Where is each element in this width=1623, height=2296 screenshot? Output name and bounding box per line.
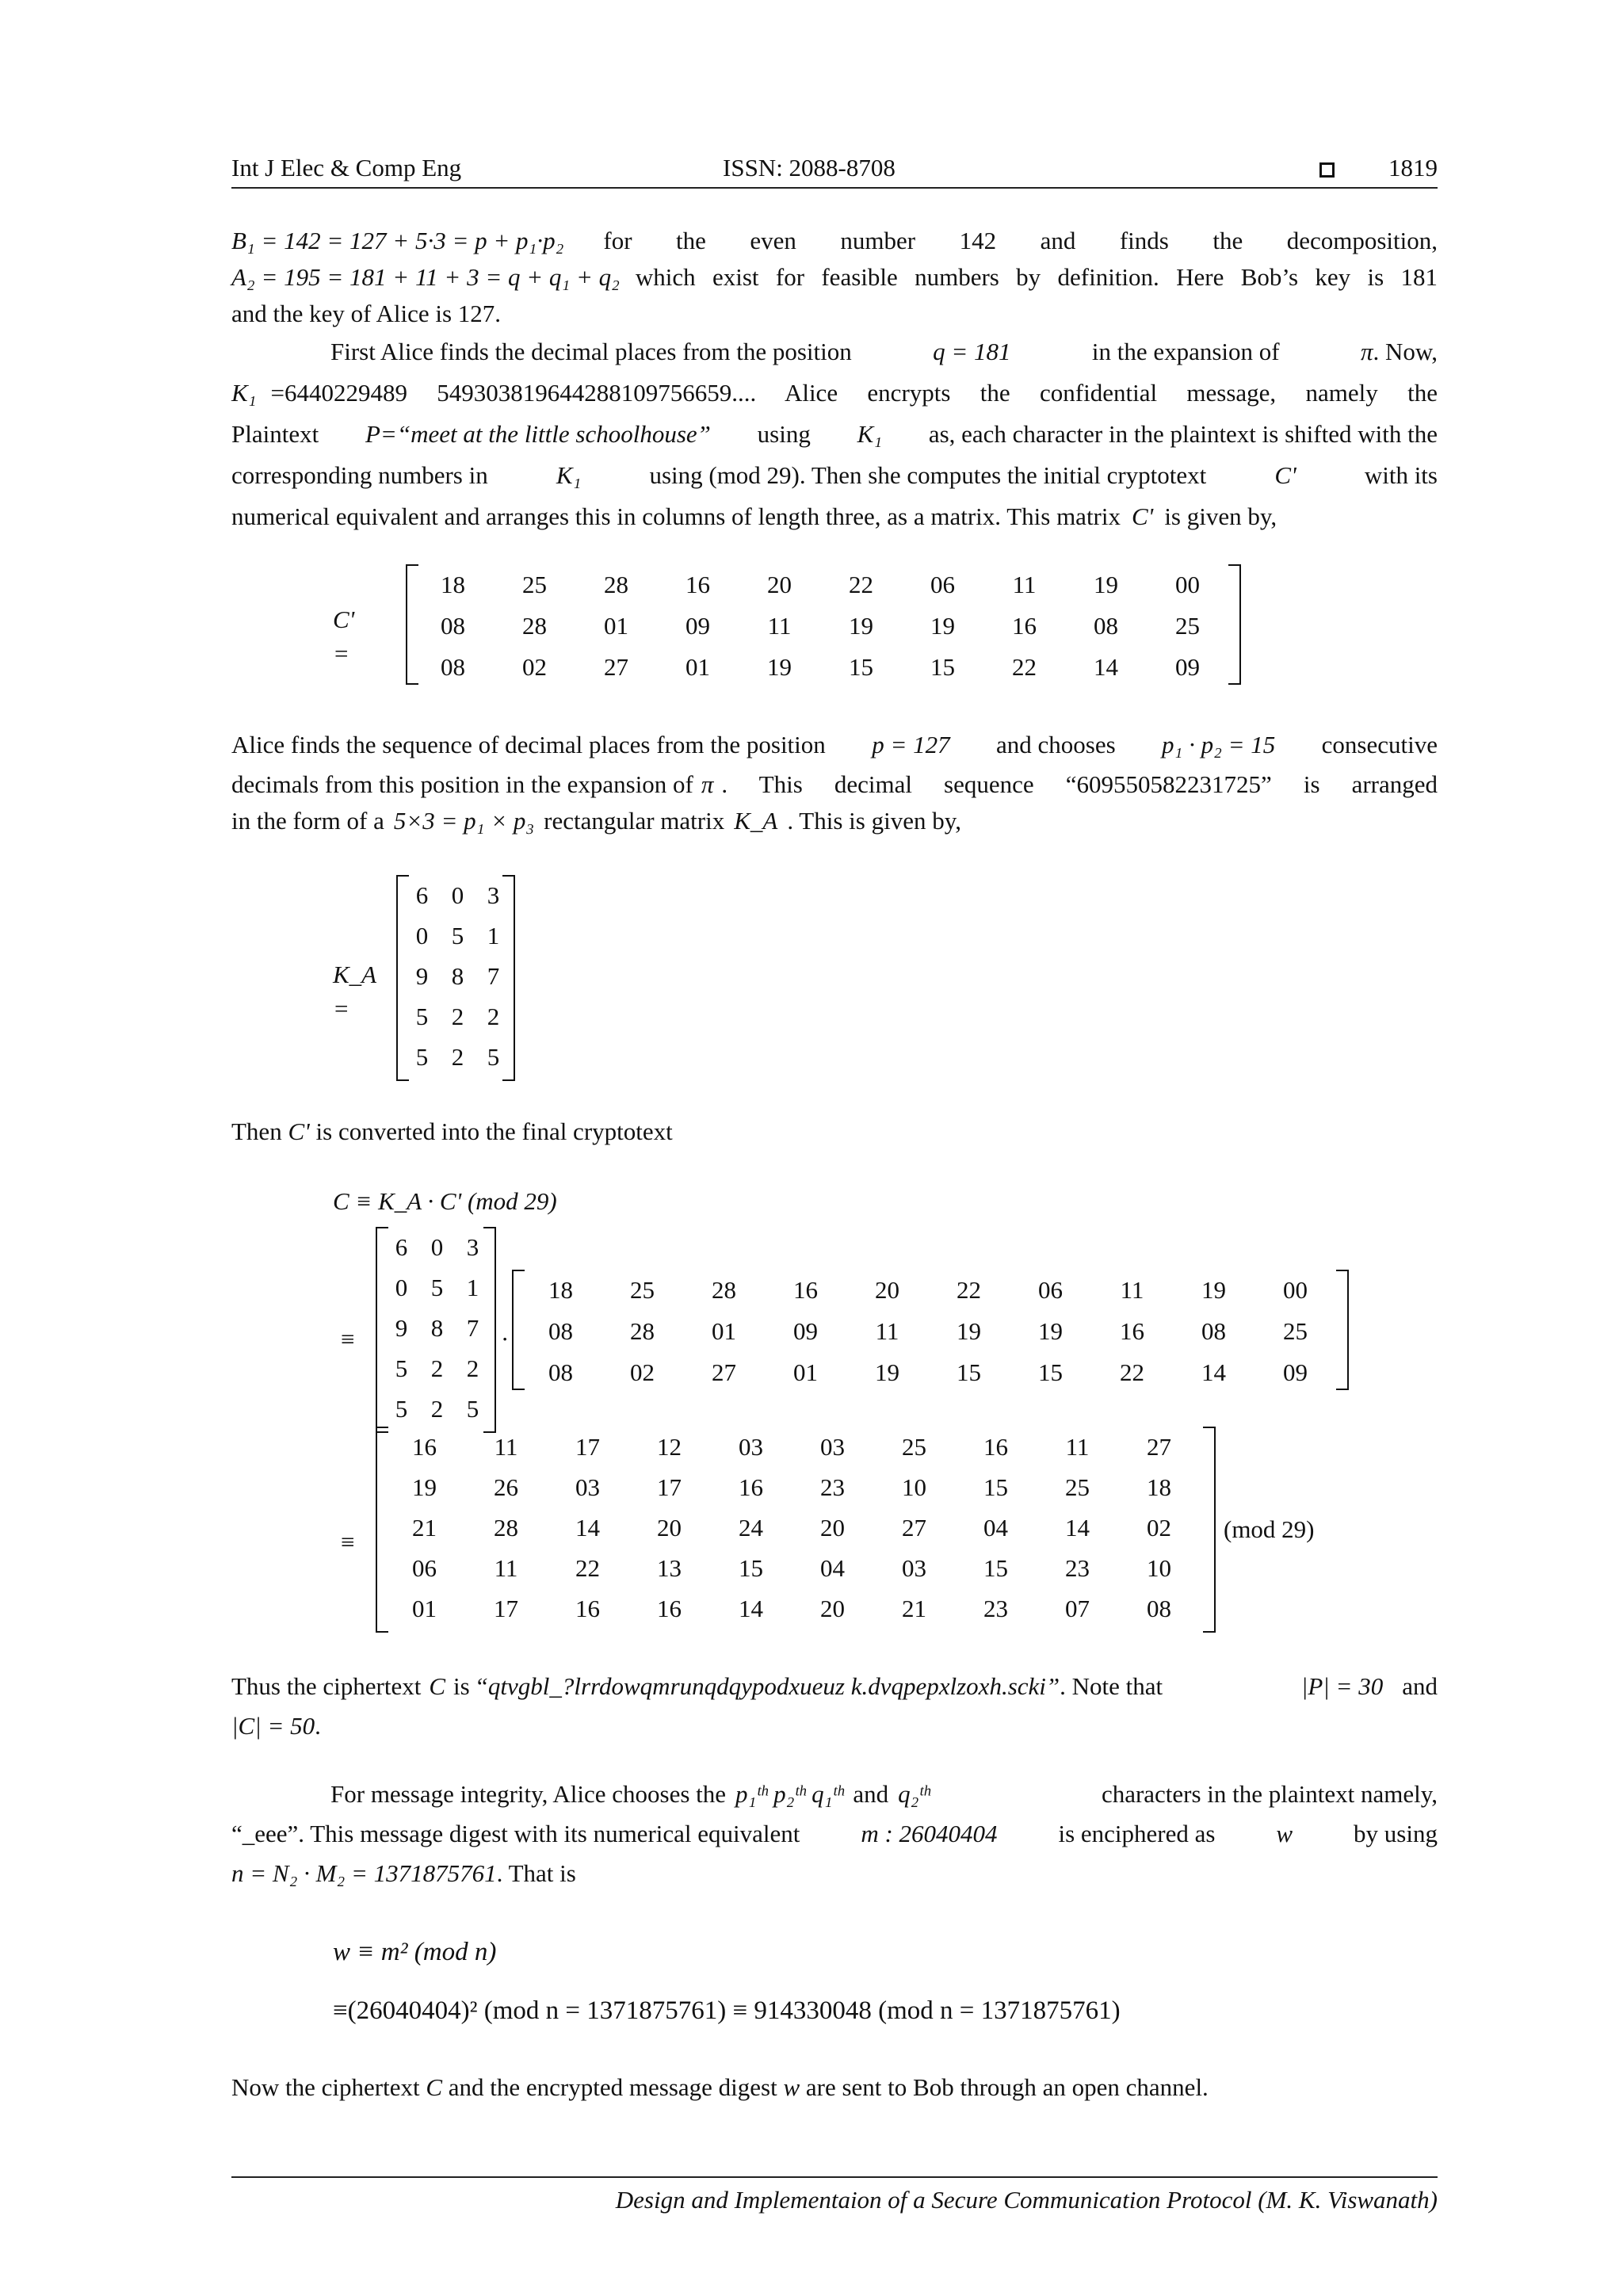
math-a2: A₂ = 195 = 181 + 11 + 3 = q + q₁ + q₂ bbox=[231, 263, 620, 291]
matrix-cell: 14 bbox=[1201, 1358, 1226, 1386]
paragraph-sent-to-bob bbox=[231, 2070, 1438, 2104]
text: Alice finds the sequence of decimal places from the position bbox=[231, 731, 826, 758]
pi-symbol: π bbox=[701, 770, 714, 798]
matrix-cell: 27 bbox=[902, 1514, 926, 1541]
matrix-cell: 5 bbox=[487, 1043, 500, 1071]
math-q: q = 181 bbox=[933, 338, 1011, 365]
matrix-cell: 25 bbox=[630, 1276, 655, 1304]
text-line: which exist for feasible numbers by definition. Here Bob’s key is 181 bbox=[635, 263, 1438, 291]
equation-line: C ≡ K_A · C' (mod 29) bbox=[333, 1187, 557, 1215]
matrix-cell: 03 bbox=[902, 1554, 926, 1582]
text: is converted into the final cryptotext bbox=[315, 1117, 673, 1145]
matrix-cell: 14 bbox=[1094, 653, 1118, 681]
matrix-cell: 19 bbox=[957, 1317, 981, 1345]
matrix-cell: 5 bbox=[451, 922, 464, 949]
matrix-cell: 2 bbox=[487, 1003, 500, 1030]
matrix-cell: 28 bbox=[712, 1276, 736, 1304]
matrix-cell: 08 bbox=[1094, 612, 1118, 640]
math-w: w bbox=[783, 2073, 800, 2101]
matrix-cell: 2 bbox=[430, 1395, 444, 1423]
matrix-cell: 2 bbox=[451, 1003, 464, 1030]
matrix-cell: 20 bbox=[767, 571, 792, 598]
matrix-cell: 1 bbox=[487, 922, 500, 949]
matrix-cell: 25 bbox=[1283, 1317, 1308, 1345]
matrix-cell: 17 bbox=[575, 1433, 600, 1461]
matrix-cell: 22 bbox=[1012, 653, 1037, 681]
text: and chooses bbox=[996, 731, 1116, 758]
matrix-cell: 22 bbox=[1120, 1358, 1144, 1386]
matrix-cell: 01 bbox=[712, 1317, 736, 1345]
matrix-cell: 16 bbox=[983, 1433, 1008, 1461]
matrix-cell: 03 bbox=[820, 1433, 845, 1461]
matrix-cell: 16 bbox=[412, 1433, 437, 1461]
math-b1: B₁ = 142 = 127 + 5·3 = p + p₁·p₂ bbox=[231, 227, 564, 254]
matrix-cell: 27 bbox=[712, 1358, 736, 1386]
matrix-cell: 09 bbox=[1175, 653, 1200, 681]
math-w: w bbox=[1276, 1820, 1293, 1847]
matrix-cell: 3 bbox=[487, 881, 500, 909]
math-k1: K₁ bbox=[231, 379, 257, 407]
math-k1: K₁ bbox=[857, 420, 883, 448]
paragraph-then bbox=[231, 1114, 1438, 1148]
matrix-cell: 20 bbox=[657, 1514, 682, 1541]
text: is bbox=[453, 1672, 470, 1701]
math-c-abs: |C| = 50 bbox=[231, 1712, 315, 1740]
matrix-cell: 25 bbox=[522, 571, 547, 598]
text: with its bbox=[1364, 461, 1438, 489]
running-header bbox=[231, 151, 1438, 189]
matrix-cell: 04 bbox=[983, 1514, 1008, 1541]
matrix-cell: 02 bbox=[1147, 1514, 1171, 1541]
matrix-cell: 18 bbox=[548, 1276, 573, 1304]
matrix-cell: 22 bbox=[957, 1276, 981, 1304]
text: . Now, bbox=[1373, 338, 1438, 365]
matrix-cell: 19 bbox=[1201, 1276, 1226, 1304]
matrix-cell: 23 bbox=[820, 1473, 845, 1501]
matrix-cell: 6 bbox=[415, 881, 429, 909]
matrix-cell: 20 bbox=[820, 1595, 845, 1622]
matrix-cell: 16 bbox=[685, 571, 710, 598]
text: in the form of a bbox=[231, 807, 384, 835]
matrix-cell: 09 bbox=[685, 612, 710, 640]
text: numerical equivalent and arranges this in columns of length three, as a matrix. This matrix bbox=[231, 502, 1121, 530]
matrix-cell: 28 bbox=[522, 612, 547, 640]
text: . That is bbox=[496, 1859, 576, 1887]
matrix-cell: 7 bbox=[487, 962, 500, 990]
text: and bbox=[1402, 1672, 1438, 1701]
matrix-cell: 15 bbox=[849, 653, 873, 681]
matrix-cell: 02 bbox=[630, 1358, 655, 1386]
matrix-cell: 06 bbox=[1038, 1276, 1063, 1304]
matrix-cell: 08 bbox=[441, 612, 465, 640]
equation-line-2: ≡(26040404)² (mod n = 1371875761) ≡ 914330048 (mod n = 1371875761) bbox=[333, 1996, 1121, 2025]
matrix-cell: 11 bbox=[1120, 1276, 1144, 1304]
text: Now the ciphertext bbox=[231, 2073, 420, 2101]
math-ka: K_A bbox=[734, 807, 778, 835]
right-bracket bbox=[1336, 1270, 1349, 1390]
text: is enciphered as bbox=[1058, 1820, 1216, 1847]
paragraph-alice-encrypts bbox=[231, 334, 1438, 541]
text: Then bbox=[231, 1117, 282, 1145]
paragraph-message-integrity bbox=[231, 1777, 1438, 1896]
matrix-cell: 08 bbox=[1147, 1595, 1171, 1622]
matrix-cell: 09 bbox=[793, 1317, 818, 1345]
text: First Alice finds the decimal places from the position bbox=[330, 338, 852, 365]
paragraph-decomposition bbox=[231, 223, 1438, 333]
matrix-cell: 20 bbox=[875, 1276, 899, 1304]
text: as, each character in the plaintext is shifted with the bbox=[928, 420, 1438, 448]
issn: ISSN: 2088-8708 bbox=[723, 154, 896, 181]
matrix-label: C' = bbox=[333, 606, 355, 668]
matrix-cell: 27 bbox=[1147, 1433, 1171, 1461]
text: by using bbox=[1354, 1820, 1438, 1847]
matrix-cell: 22 bbox=[575, 1554, 600, 1582]
matrix-cell: 9 bbox=[395, 1314, 408, 1342]
matrix-cell: 28 bbox=[604, 571, 628, 598]
text: and the encrypted message digest bbox=[448, 2073, 777, 2101]
matrix-cell: 15 bbox=[983, 1473, 1008, 1501]
math-n: n = N₂ · M₂ = 1371875761 bbox=[231, 1859, 497, 1887]
matrix-cell: 26 bbox=[494, 1473, 518, 1501]
matrix-cell: 5 bbox=[415, 1043, 429, 1071]
math-p1p2: p₁ · p₂ = 15 bbox=[1162, 731, 1276, 758]
math-5x3: 5×3 = p₁ × p₃ bbox=[393, 807, 535, 835]
journal-name: Int J Elec & Comp Eng bbox=[231, 154, 462, 181]
matrix-cell: 5 bbox=[395, 1395, 408, 1423]
page-number-group bbox=[1319, 151, 1438, 185]
text: using bbox=[757, 420, 811, 448]
matrix-cell: 15 bbox=[739, 1554, 763, 1582]
matrix-cell: 5 bbox=[415, 1003, 429, 1030]
text: are sent to Bob through an open channel. bbox=[805, 2073, 1209, 2101]
text: . Note that bbox=[1060, 1672, 1163, 1701]
matrix-cell: 10 bbox=[1147, 1554, 1171, 1582]
math-cprime: C' bbox=[1274, 461, 1296, 489]
ciphertext-value: “qtvgbl_?lrrdowqmrunqdqypodxueuz k.dvqpepxlzoxh.scki” bbox=[474, 1672, 1060, 1701]
matrix-cell: 11 bbox=[1012, 571, 1037, 598]
matrix-cell: 16 bbox=[1120, 1317, 1144, 1345]
matrix-cell: 19 bbox=[1038, 1317, 1063, 1345]
matrix-cell: 01 bbox=[412, 1595, 437, 1622]
matrix-cell: 11 bbox=[494, 1554, 518, 1582]
matrix-cell: 18 bbox=[441, 571, 465, 598]
matrix-cell: 13 bbox=[657, 1554, 682, 1582]
matrix-cell: 01 bbox=[604, 612, 628, 640]
text: is given by, bbox=[1164, 502, 1277, 530]
text: consecutive bbox=[1321, 731, 1438, 758]
math-q2: q₂ᵗʰ bbox=[898, 1780, 930, 1808]
matrix-cell: 28 bbox=[494, 1514, 518, 1541]
matrix-cell: 16 bbox=[657, 1595, 682, 1622]
text: corresponding numbers in bbox=[231, 461, 488, 489]
math-m: m : 26040404 bbox=[861, 1820, 998, 1847]
text: . This decimal sequence “609550582231725” is arranged bbox=[721, 770, 1438, 798]
math-c: C bbox=[429, 1672, 445, 1701]
matrix-cell: 27 bbox=[604, 653, 628, 681]
matrix-cell: 15 bbox=[930, 653, 955, 681]
matrix-cell: 19 bbox=[849, 612, 873, 640]
matrix-cell: 08 bbox=[548, 1358, 573, 1386]
math-ordinals: p₁ᵗʰ p₂ᵗʰ q₁ᵗʰ bbox=[735, 1780, 844, 1808]
matrix-cell: 5 bbox=[466, 1395, 479, 1423]
text: and bbox=[853, 1780, 889, 1808]
matrix-cell: 2 bbox=[466, 1354, 479, 1382]
matrix-cell: 01 bbox=[685, 653, 710, 681]
text: “_eee”. This message digest with its numerical equivalent bbox=[231, 1820, 800, 1847]
matrix-cell: 9 bbox=[415, 962, 429, 990]
math-k1: K₁ bbox=[556, 461, 582, 489]
matrix-cell: 00 bbox=[1283, 1276, 1308, 1304]
matrix-cell: 3 bbox=[466, 1233, 479, 1261]
paragraph-decimal-sequence bbox=[231, 728, 1438, 840]
math-p-abs: |P| = 30 bbox=[1300, 1672, 1384, 1701]
matrix-cell: 28 bbox=[630, 1317, 655, 1345]
matrix-cell: 22 bbox=[849, 571, 873, 598]
matrix-cell: 11 bbox=[875, 1317, 899, 1345]
equiv-sign: ≡ bbox=[341, 1528, 355, 1556]
matrix-cell: 00 bbox=[1175, 571, 1200, 598]
matrix-cell: 5 bbox=[395, 1354, 408, 1382]
matrix-cell: 6 bbox=[395, 1233, 408, 1261]
matrix-cell: 16 bbox=[793, 1276, 818, 1304]
matrix-cell: 18 bbox=[1147, 1473, 1171, 1501]
matrix-cell: 25 bbox=[1175, 612, 1200, 640]
matrix-cell: 14 bbox=[575, 1514, 600, 1541]
text: using (mod 29). Then she computes the initial cryptotext bbox=[649, 461, 1207, 489]
matrix-cell: 11 bbox=[1065, 1433, 1090, 1461]
matrix-cell: 23 bbox=[1065, 1554, 1090, 1582]
plaintext-italic: P=“meet at the little schoolhouse” bbox=[365, 420, 711, 448]
matrix-cell: 10 bbox=[902, 1473, 926, 1501]
multiply-dot: · bbox=[501, 1325, 510, 1353]
matrix-cell: 17 bbox=[657, 1473, 682, 1501]
matrix-cell: 11 bbox=[494, 1433, 518, 1461]
matrix-cell: 20 bbox=[820, 1514, 845, 1541]
matrix-cell: 15 bbox=[1038, 1358, 1063, 1386]
matrix-cell: 24 bbox=[739, 1514, 763, 1541]
matrix-cell: 19 bbox=[1094, 571, 1118, 598]
matrix-cell: 11 bbox=[767, 612, 792, 640]
right-bracket bbox=[1228, 564, 1241, 685]
equation-line-1: w ≡ m² (mod n) bbox=[333, 1938, 497, 1966]
matrix-cell: 12 bbox=[657, 1433, 682, 1461]
matrix-cell: 02 bbox=[522, 653, 547, 681]
matrix-cell: 5 bbox=[430, 1274, 444, 1301]
text-line: and the key of Alice is 127. bbox=[231, 300, 502, 327]
text: =6440229489 5493038196442881097566​59.... Alice encrypts the confidential message, namely the bbox=[270, 379, 1438, 407]
matrix-cell: 2 bbox=[451, 1043, 464, 1071]
matrix-cell: 19 bbox=[767, 653, 792, 681]
running-footer bbox=[231, 2176, 1438, 2217]
text: Plaintext bbox=[231, 420, 319, 448]
text: rectangular matrix bbox=[544, 807, 725, 835]
mod-label: (mod 29) bbox=[1224, 1515, 1315, 1543]
math-cprime: C' bbox=[288, 1117, 310, 1145]
matrix-cell: 16 bbox=[739, 1473, 763, 1501]
paragraph-ciphertext bbox=[231, 1664, 1438, 1753]
equiv-sign: ≡ bbox=[341, 1325, 355, 1353]
matrix-cell: 08 bbox=[548, 1317, 573, 1345]
matrix-cell: 23 bbox=[983, 1595, 1008, 1622]
matrix-cell: 7 bbox=[466, 1314, 479, 1342]
footer-title: Design and Implementaion of a Secure Communication Protocol (M. K. Viswanath) bbox=[615, 2186, 1438, 2214]
matrix-cell: 07 bbox=[1065, 1595, 1090, 1622]
matrix-cell: 25 bbox=[1065, 1473, 1090, 1501]
text: characters in the plaintext namely, bbox=[1101, 1780, 1438, 1808]
math-p: p = 127 bbox=[872, 731, 950, 758]
matrix-cell: 21 bbox=[412, 1514, 437, 1541]
text: . This is given by, bbox=[787, 807, 961, 835]
matrix-cell: 15 bbox=[983, 1554, 1008, 1582]
math-c: C bbox=[426, 2073, 443, 2101]
page-number: 1819 bbox=[1388, 154, 1438, 181]
matrix-cell: 08 bbox=[1201, 1317, 1226, 1345]
text: For message integrity, Alice chooses the bbox=[330, 1780, 727, 1808]
matrix-cell: 8 bbox=[451, 962, 464, 990]
matrix-cell: 19 bbox=[930, 612, 955, 640]
pi-symbol: π bbox=[1360, 338, 1373, 365]
matrix-label: K_A = bbox=[333, 961, 376, 1023]
matrix-cell: 21 bbox=[902, 1595, 926, 1622]
matrix-cell: 06 bbox=[930, 571, 955, 598]
matrix-cell: 0 bbox=[395, 1274, 408, 1301]
matrix-cell: 0 bbox=[430, 1233, 444, 1261]
matrix-cell: 15 bbox=[957, 1358, 981, 1386]
matrix-cell: 8 bbox=[430, 1314, 444, 1342]
matrix-cell: 03 bbox=[739, 1433, 763, 1461]
matrix-cell: 2 bbox=[430, 1354, 444, 1382]
text: in the expansion of bbox=[1091, 338, 1280, 365]
matrix-cell: 06 bbox=[412, 1554, 437, 1582]
matrix-cell: 16 bbox=[1012, 612, 1037, 640]
text: decimals from this position in the expansion of bbox=[231, 770, 693, 798]
matrix-cell: 1 bbox=[466, 1274, 479, 1301]
matrix-cell: 14 bbox=[1065, 1514, 1090, 1541]
matrix-cell: 04 bbox=[820, 1554, 845, 1582]
matrix-cell: 25 bbox=[902, 1433, 926, 1461]
matrix-cell: 19 bbox=[875, 1358, 899, 1386]
matrix-cell: 03 bbox=[575, 1473, 600, 1501]
matrix-cell: 19 bbox=[412, 1473, 437, 1501]
text-line: for the even number 142 and finds the decomposition, bbox=[603, 227, 1438, 254]
matrix-cell: 08 bbox=[441, 653, 465, 681]
matrix-cell: 17 bbox=[494, 1595, 518, 1622]
matrix-cell: 14 bbox=[739, 1595, 763, 1622]
text: Thus the ciphertext bbox=[231, 1672, 422, 1701]
matrix-cell: 09 bbox=[1283, 1358, 1308, 1386]
text: . bbox=[315, 1712, 321, 1740]
matrix-cell: 01 bbox=[793, 1358, 818, 1386]
matrix-cell: 0 bbox=[415, 922, 429, 949]
square-box-icon bbox=[1319, 162, 1335, 178]
matrix-cell: 0 bbox=[451, 881, 464, 909]
right-bracket bbox=[1203, 1427, 1216, 1633]
math-cprime: C' bbox=[1132, 502, 1154, 530]
matrix-cell: 16 bbox=[575, 1595, 600, 1622]
